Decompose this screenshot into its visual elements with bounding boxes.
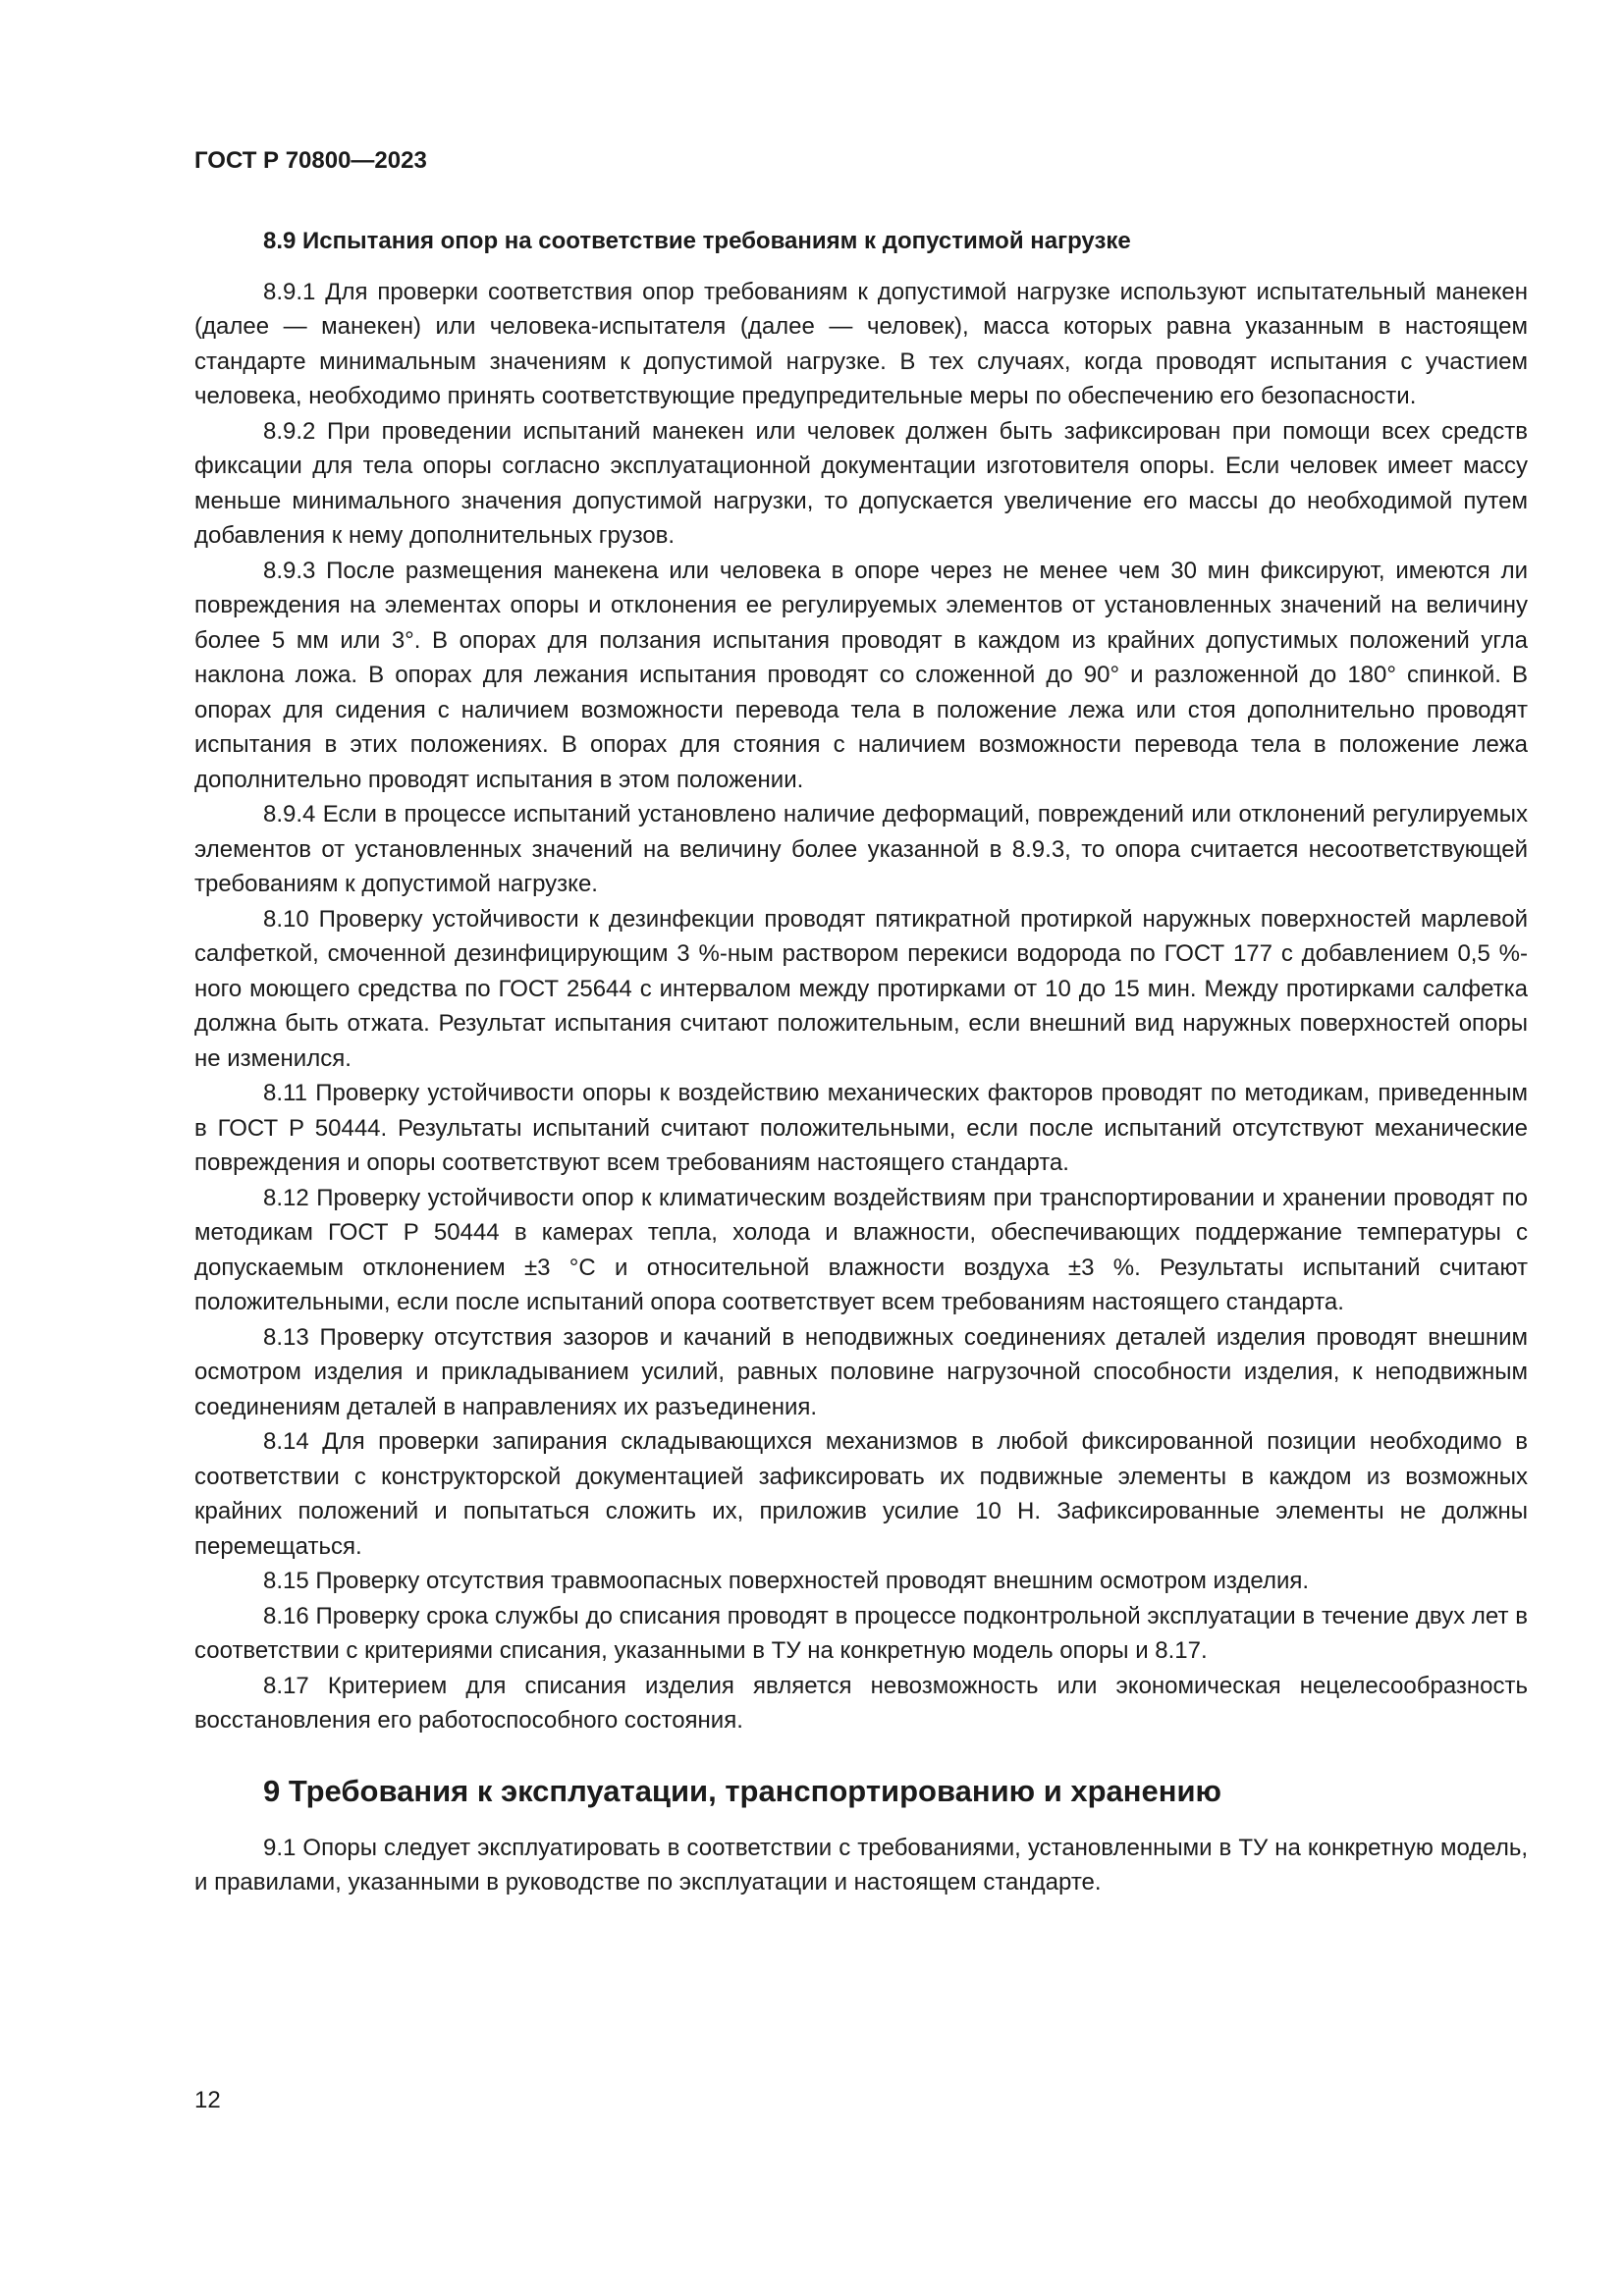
document-code-header: ГОСТ Р 70800—2023 — [194, 147, 427, 174]
paragraph-8-17: 8.17 Критерием для списания изделия является невозможность или экономическая нецелесообразность восстановления его работоспособного состояния. — [194, 1672, 1528, 1734]
paragraph-8-9-4: 8.9.4 Если в процессе испытаний установлено наличие деформаций, повреждений или отклонений регулируемых элементов от установленных значений на величину более указанной в 8.9.3, то опора считается несоответствующей требованиям к допустимой нагрузке. — [194, 801, 1528, 897]
paragraph-8-13: 8.13 Проверку отсутствия зазоров и качаний в неподвижных соединениях деталей изделия проводят внешним осмотром изделия и прикладыванием усилий, равных половине нагрузочной способности изделия, к неподвижным соединениям деталей в направлениях их разъединения. — [194, 1323, 1528, 1420]
paragraph-8-16: 8.16 Проверку срока службы до списания проводят в процессе подконтрольной эксплуатации в течение двух лет в соответствии с критериями списания, указанными в ТУ на конкретную модель опоры и 8.17. — [194, 1602, 1528, 1664]
paragraph-8-10: 8.10 Проверку устойчивости к дезинфекции проводят пятикратной протиркой наружных поверхностей марлевой салфеткой, смоченной дезинфицирующим 3 %-ным раствором перекиси водорода по ГОСТ 177 с добавлением 0,5 %-ного моющего средства по ГОСТ 25644 с интервалом между протирками от 10 до 15 мин. Между протирками салфетка должна быть отжата. Результат испытания считают положительным, если внешний вид наружных поверхностей опоры не изменился. — [194, 905, 1528, 1072]
section-8-9-heading: 8.9 Испытания опор на соответствие требованиям к допустимой нагрузке — [263, 228, 1131, 254]
paragraph-9-1: 9.1 Опоры следует эксплуатировать в соответствии с требованиями, установленными в ТУ на конкретную модель, и правилами, указанными в руководстве по эксплуатации и настоящем стандарте. — [194, 1834, 1528, 1896]
paragraph-8-11: 8.11 Проверку устойчивости опоры к воздействию механических факторов проводят по методикам, приведенным в ГОСТ Р 50444. Результаты испытаний считают положительными, если после испытаний отсутствуют механические повреждения и опоры соответствуют всем требованиям настоящего стандарта. — [194, 1080, 1528, 1176]
paragraph-8-9-1: 8.9.1 Для проверки соответствия опор требованиям к допустимой нагрузке используют испытательный манекен (далее — манекен) или человека-испытателя (далее — человек), масса которых равна указанным в настоящем стандарте минимальным значениям к допустимой нагрузке. В тех случаях, когда проводят испытания с участием человека, необходимо принять соответствующие предупредительные меры по обеспечению его безопасности. — [194, 278, 1528, 409]
page-content — [194, 224, 1528, 1900]
paragraph-8-14: 8.14 Для проверки запирания складывающихся механизмов в любой фиксированной позиции необходимо в соответствии с конструкторской документацией зафиксировать их подвижные элементы в каждом из возможных крайних положений и попытаться сложить их, приложив усилие 10 Н. Зафиксированные элементы не должны перемещаться. — [194, 1428, 1528, 1560]
section-9-heading: 9 Требования к эксплуатации, транспортированию и хранению — [263, 1773, 1222, 1808]
paragraph-8-15: 8.15 Проверку отсутствия травмоопасных поверхностей проводят внешним осмотром изделия. — [263, 1568, 1310, 1594]
paragraph-8-9-2: 8.9.2 При проведении испытаний манекен или человек должен быть зафиксирован при помощи всех средств фиксации для тела опоры согласно эксплуатационной документации изготовителя опоры. Если человек имеет массу меньше минимального значения допустимой нагрузки, то допускается увеличение его массы до необходимой путем добавления к нему дополнительных грузов. — [194, 417, 1528, 549]
paragraph-8-12: 8.12 Проверку устойчивости опор к климатическим воздействиям при транспортировании и хранении проводят по методикам ГОСТ Р 50444 в камерах тепла, холода и влажности, обеспечивающих поддержание температуры с допускаемым отклонением ±3 °С и относительной влажности воздуха ±3 %. Результаты испытаний считают положительными, если после испытаний опора соответствует всем требованиям настоящего стандарта. — [194, 1184, 1528, 1315]
page-number: 12 — [194, 2087, 221, 2113]
paragraph-8-9-3: 8.9.3 После размещения манекена или человека в опоре через не менее чем 30 мин фиксируют, имеются ли повреждения на элементах опоры и отклонения ее регулируемых элементов от установленных значений на величину более 5 мм или 3°. В опорах для ползания испытания проводят в каждом из крайних допустимых положений угла наклона ложа. В опорах для лежания испытания проводят со сложенной до 90° и разложенной до 180° спинкой. В опорах для сидения с наличием возможности перевода тела в положение лежа или стоя дополнительно проводят испытания в этих положениях. В опорах для стояния с наличием возможности перевода тела в положение лежа дополнительно проводят испытания в этом положении. — [194, 557, 1528, 793]
